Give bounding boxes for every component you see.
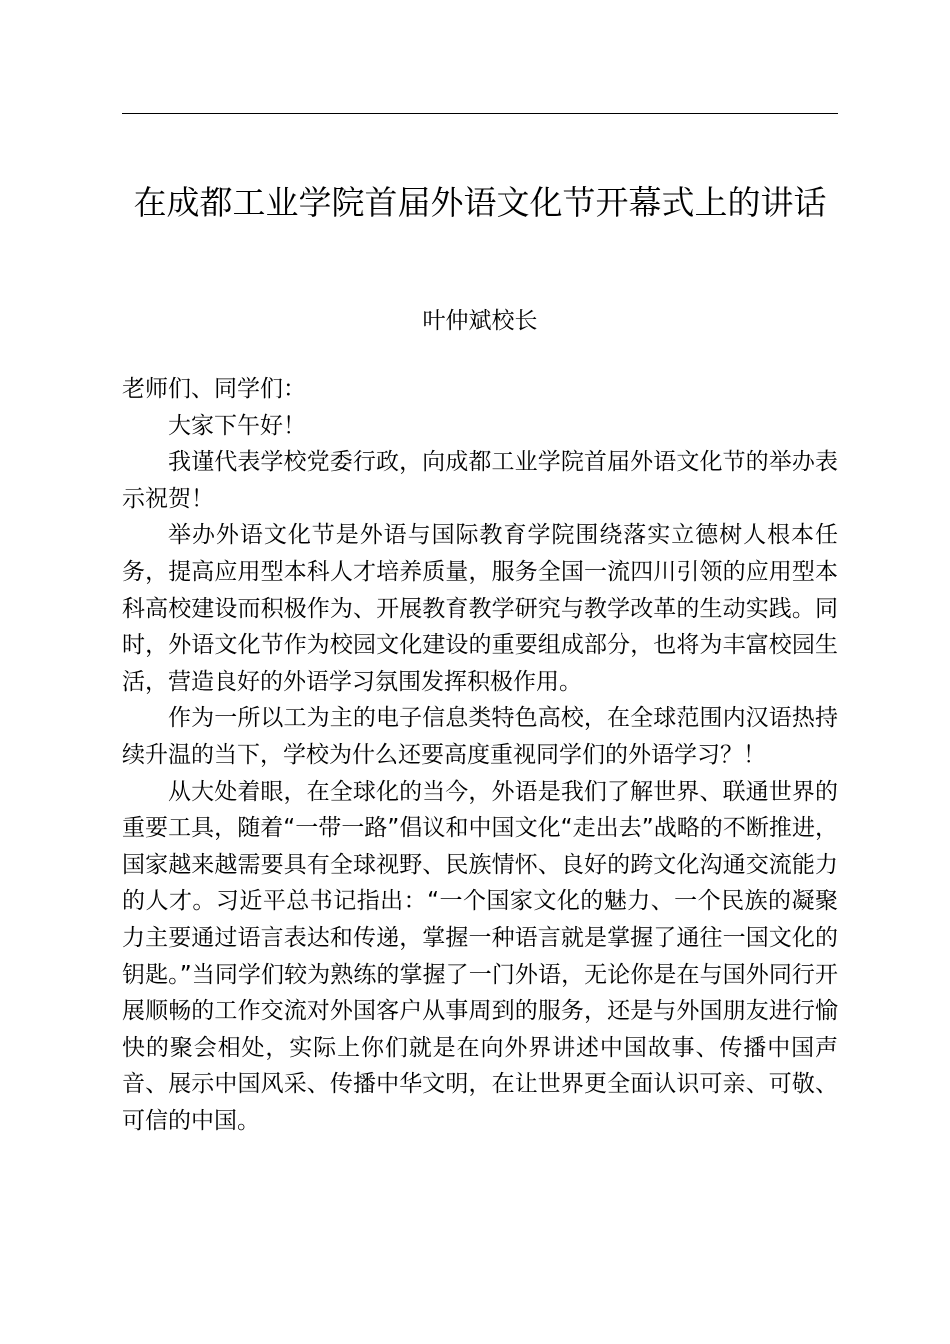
paragraph: 作为一所以工为主的电子信息类特色高校，在全球范围内汉语热持续升温的当下，学校为什么还要高度重视同学们的外语学习？！ [122, 705, 838, 768]
paragraph: 我谨代表学校党委行政，向成都工业学院首届外语文化节的举办表示祝贺！ [122, 449, 838, 512]
document-author: 叶仲斌校长 [422, 308, 538, 334]
paragraph: 举办外语文化节是外语与国际教育学院围绕落实立德树人根本任务，提高应用型本科人才培养质量，服务全国一流四川引领的应用型本科高校建设而积极作为、开展教育教学研究与教学改革的生动实践。同时，外语文化节作为校园文化建设的重要组成部分，也将为丰富校园生活，营造良好的外语学习氛围发挥积极作用。 [122, 522, 838, 695]
header-rule [122, 113, 838, 114]
salutation: 老师们、同学们： [122, 376, 306, 402]
document-body [122, 371, 838, 1139]
paragraph: 从大处着眼，在全球化的当今，外语是我们了解世界、联通世界的重要工具，随着“一带一路”倡议和中国文化“走出去”战略的不断推进，国家越来越需要具有全球视野、民族情怀、良好的跨文化沟通交流能力的人才。习近平总书记指出：“一个国家文化的魅力、一个民族的凝聚力主要通过语言表达和传递，掌握一种语言就是掌握了通往一国文化的钥匙。”当同学们较为熟练的掌握了一门外语，无论你是在与国外同行开展顺畅的工作交流对外国客户从事周到的服务，还是与外国朋友进行愉快的聚会相处，实际上你们就是在向外界讲述中国故事、传播中国声音、展示中国风采、传播中华文明，在让世界更全面认识可亲、可敬、可信的中国。 [122, 778, 838, 1134]
paragraph: 大家下午好！ [168, 412, 306, 439]
document-title: 在成都工业学院首届外语文化节开幕式上的讲话 [133, 183, 827, 222]
